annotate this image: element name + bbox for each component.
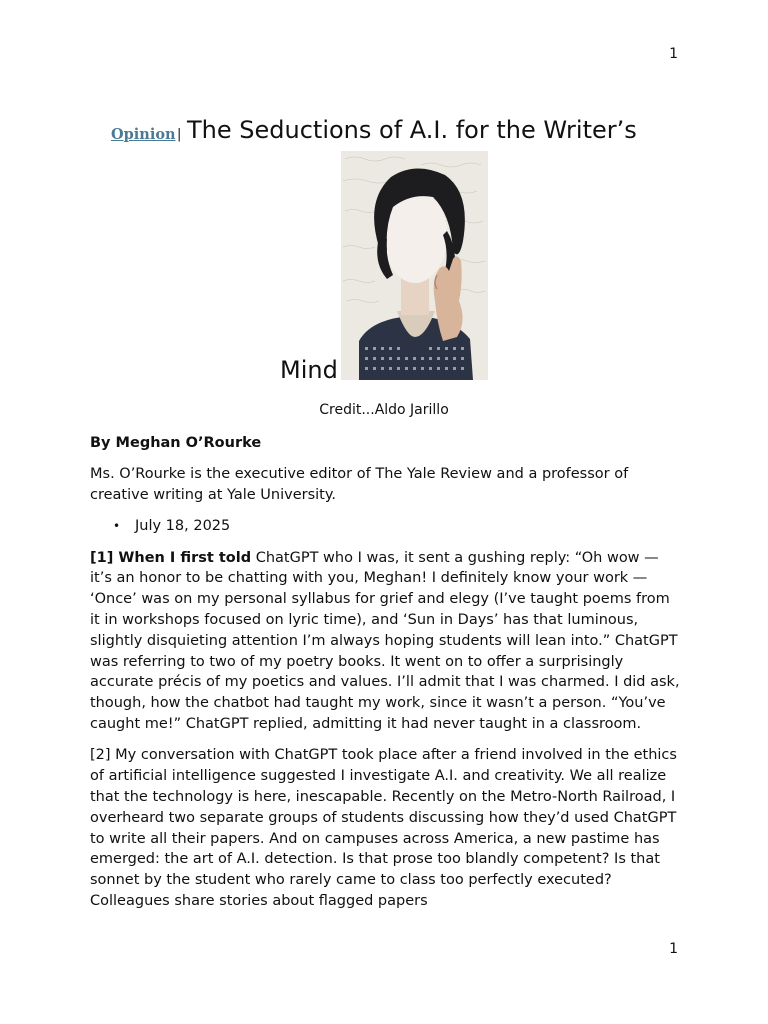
byline: By Meghan O’Rourke bbox=[90, 435, 262, 451]
publish-date: • July 18, 2025 bbox=[113, 516, 680, 537]
paragraph-2 bbox=[90, 745, 680, 911]
opinion-section-link[interactable]: Opinion bbox=[111, 126, 176, 143]
paragraph-1-text: ChatGPT who I was, it sent a gushing reply: “Oh wow — it’s an honor to be chatting with you, Meghan! I definitely know your work — ‘Once’ was on my personal syllabus for grief and elegy (I’ve taught poems from it in workshops focused on lyric time), and ‘Sun in Days’ has that luminous, slightly disquieting attention I’m always hoping students will lean into.” ChatGPT was referring to two of my poetry books. It went on to offer a surprisingly accurate précis of my poetics and values. I’ll admit that I was charmed. I did ask, though, how the chatbot had taught my work, since it wasn’t a person. “You’ve caught me!” ChatGPT replied, admitting it had never taught in a classroom. bbox=[90, 549, 680, 733]
article-header bbox=[0, 112, 768, 392]
paragraph-2-text: [2] My conversation with ChatGPT took place after a friend involved in the ethics of artificial intelligence suggested I investigate A.I. and creativity. We all realize that the technology is here, inescapable. Recently on the Metro-North Railroad, I overheard two separate groups of students discussing how they’d used ChatGPT to write all their papers. And on campuses across America, a new pastime has emerged: the art of A.I. detection. Is that prose too blandly competent? Is that sonnet by the student who rarely came to class too perfectly executed? Colleagues share stories about flagged papers bbox=[90, 747, 677, 909]
paragraph-1-lead: [1] When I first told bbox=[90, 549, 252, 566]
paragraph-1 bbox=[90, 548, 680, 735]
page-number-bottom: 1 bbox=[669, 941, 678, 957]
portrait-illustration-image bbox=[341, 151, 488, 380]
author-bio: Ms. O’Rourke is the executive editor of The Yale Review and a professor of creative writing at Yale University. bbox=[90, 466, 629, 504]
image-credit: Credit...Aldo Jarillo bbox=[319, 402, 449, 418]
article-body bbox=[90, 433, 680, 922]
article-title-line2: Mind bbox=[280, 356, 338, 384]
title-separator: | bbox=[177, 127, 182, 142]
article-title-line1: The Seductions of A.I. for the Writer’s bbox=[187, 116, 637, 144]
date-list bbox=[90, 516, 680, 537]
page-number-top: 1 bbox=[669, 46, 678, 62]
